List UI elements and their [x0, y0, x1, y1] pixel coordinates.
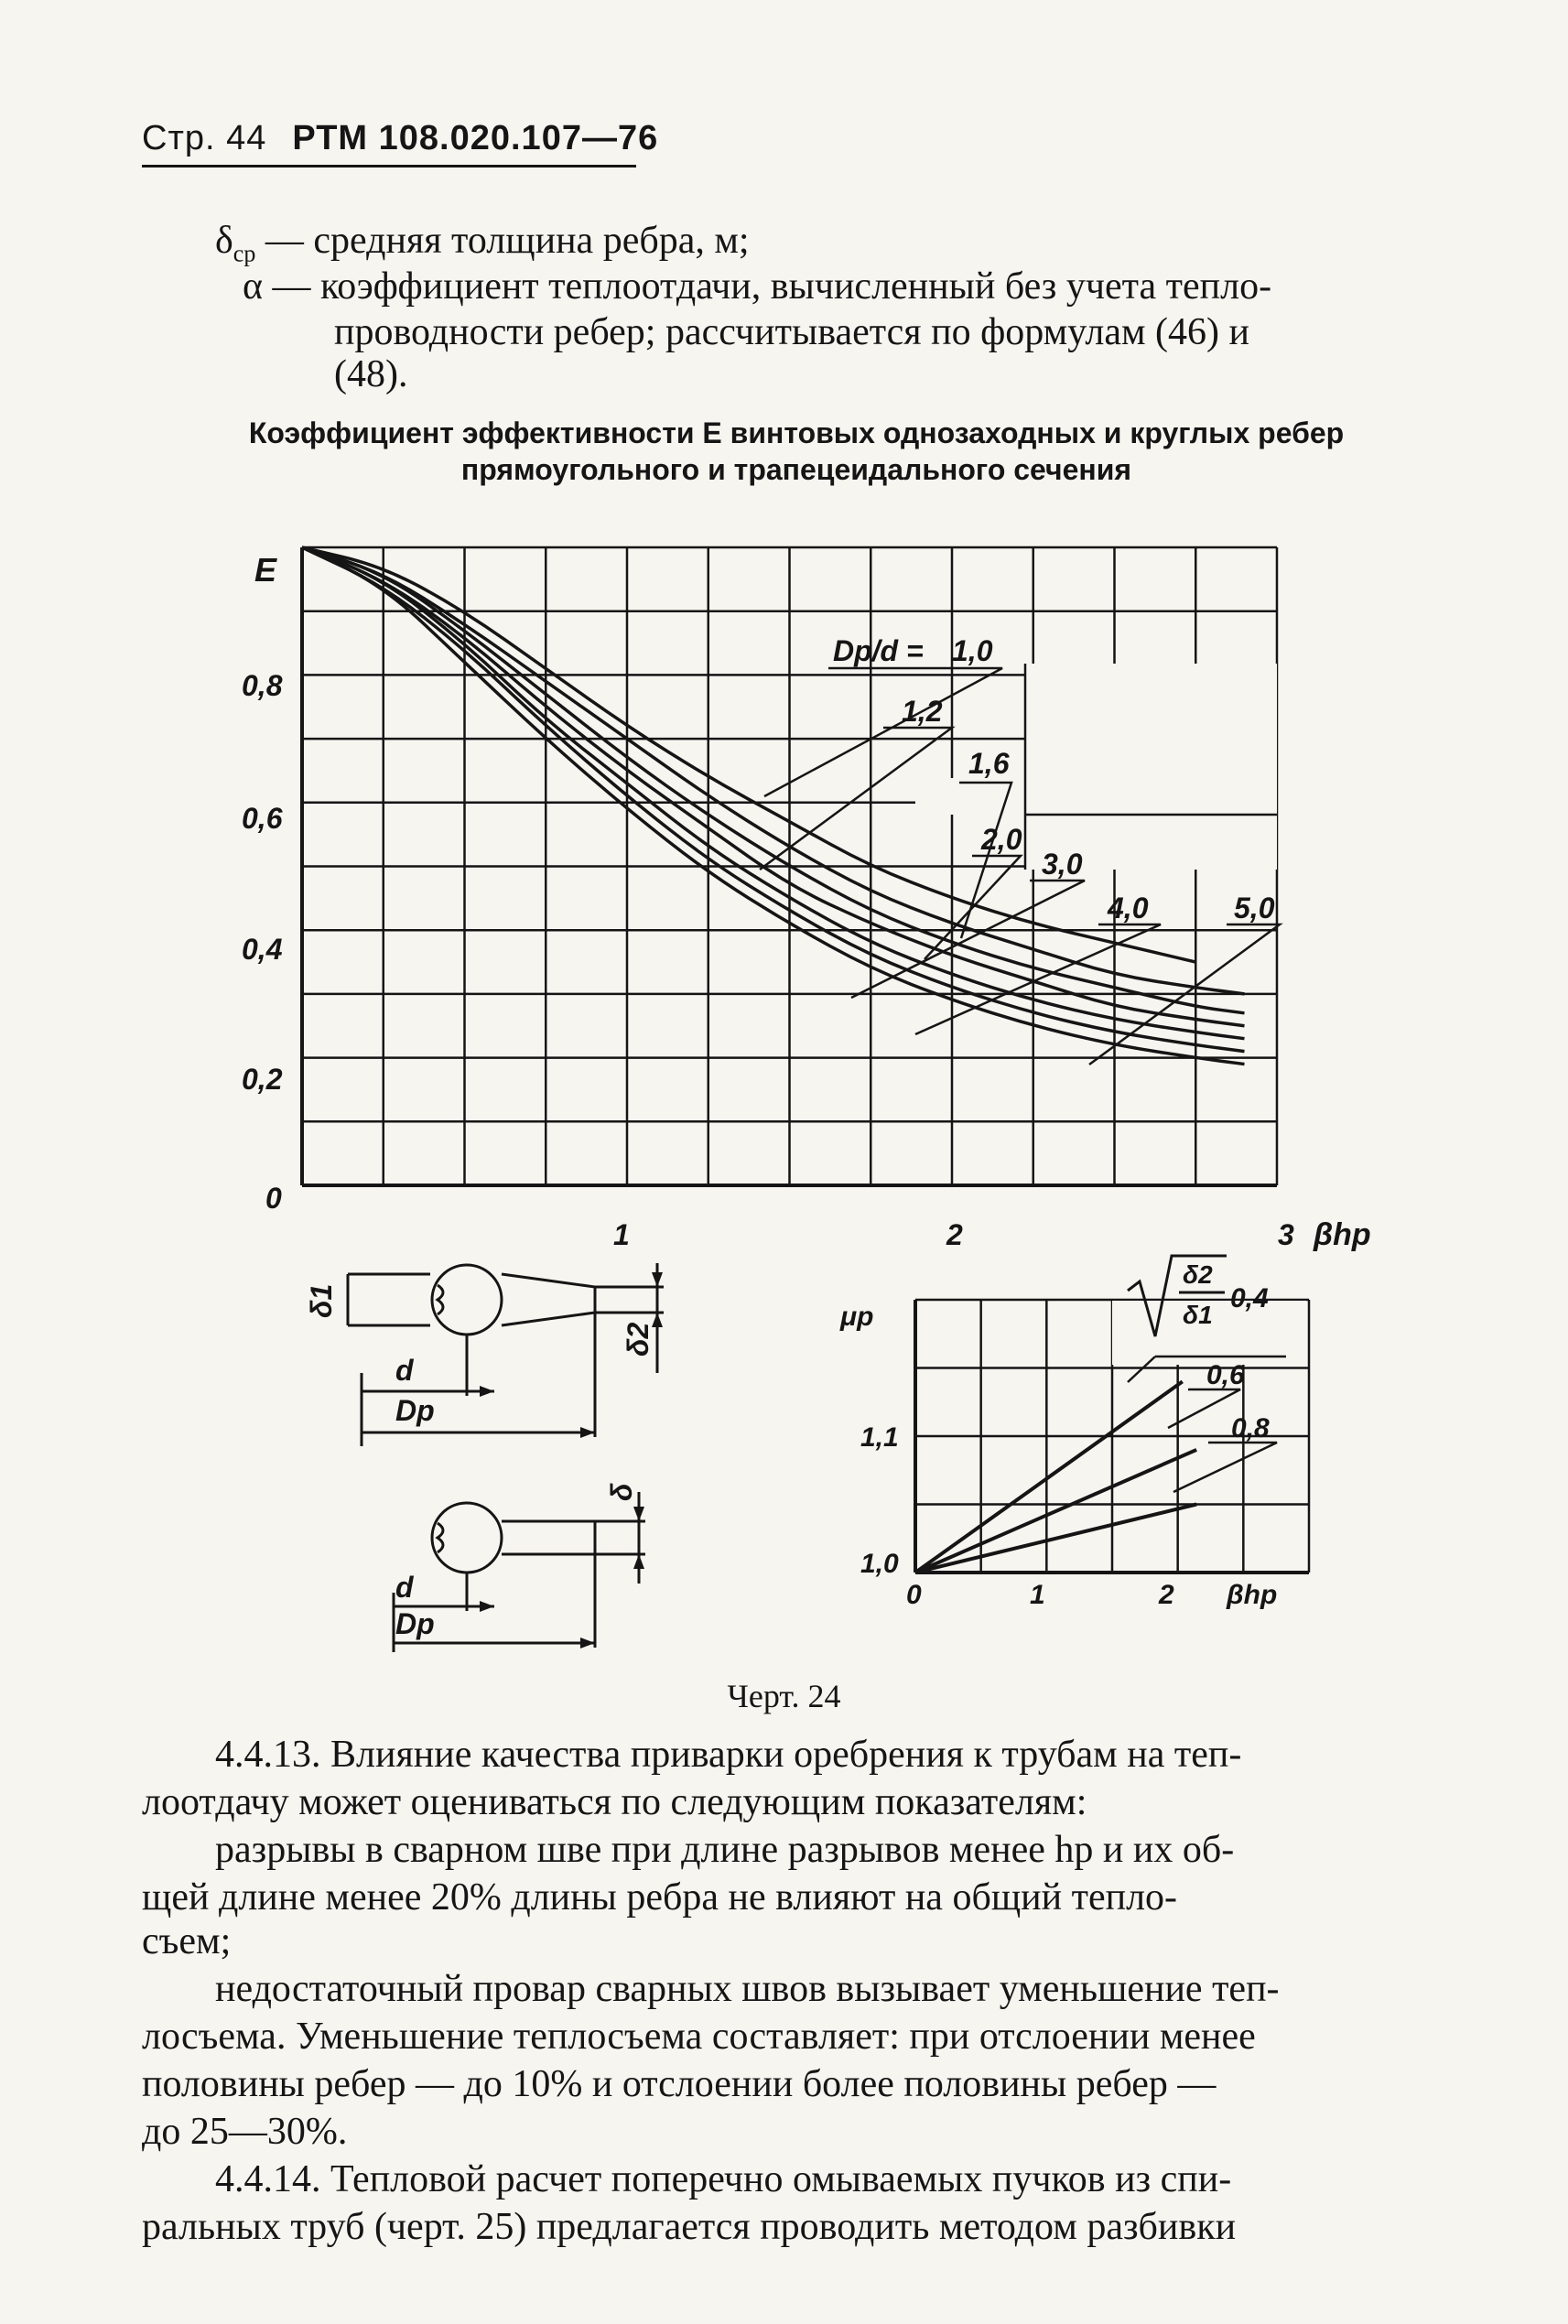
legend-title: Dр/d =: [833, 634, 924, 667]
y-tick-label: 0,8: [242, 669, 283, 702]
tube-circle-rect: [432, 1503, 502, 1573]
arrowhead: [633, 1554, 644, 1569]
definition-continuation: проводности ребер; рассчитывается по формулам (46) и: [334, 311, 1250, 353]
delta2-label: δ2: [622, 1322, 654, 1357]
document-code: РТМ 108.020.107—76: [292, 119, 659, 157]
mu-series-label-0-6: 0,6: [1206, 1360, 1245, 1390]
y-tick-label: 0,4: [242, 933, 283, 966]
definition-text: — средняя толщина ребра, м;: [265, 220, 750, 262]
mu-x-tick-label: 0: [906, 1580, 922, 1610]
mu-y-tick-label: 1,0: [860, 1549, 899, 1579]
arrowhead: [652, 1272, 663, 1287]
definition-continuation: (48).: [334, 353, 408, 395]
tube-break-mark: [438, 1523, 443, 1552]
series-label-1-0: 1,0: [952, 634, 993, 667]
paragraph-line: 4.4.14. Тепловой расчет поперечно омываемых пучков из спи-: [215, 2158, 1232, 2200]
mu-series-label-0-4: 0,4: [1230, 1283, 1269, 1313]
d-label: d: [395, 1571, 414, 1604]
figure-title-line-2: прямоугольного и трапецеидального сечения: [460, 453, 1132, 486]
delta-label: δ: [605, 1483, 638, 1501]
paragraph-line: недостаточный провар сварных швов вызывает уменьшение теп-: [215, 1968, 1280, 2010]
y-axis-label: E: [254, 551, 277, 589]
x-tick-label: 3: [1278, 1218, 1294, 1251]
d-label: d: [395, 1354, 414, 1387]
delta1-label: δ1: [305, 1283, 338, 1318]
mu-series-label-0-8: 0,8: [1231, 1413, 1270, 1443]
x-tick-label: 2: [946, 1218, 963, 1251]
trapezoid-fin: [502, 1274, 595, 1325]
dp-label: Dp: [395, 1394, 435, 1427]
series-label-1-2: 1,2: [902, 695, 943, 728]
series-label-5-0: 5,0: [1234, 892, 1275, 924]
x-tick-label: 1: [613, 1218, 630, 1251]
paragraph-line: щей длине менее 20% длины ребра не влияют на общий тепло-: [142, 1876, 1178, 1919]
arrowhead: [480, 1386, 494, 1397]
paragraph-line: половины ребер — до 10% и отслоении более половины ребер —: [142, 2063, 1217, 2105]
page-number: Стр. 44: [142, 119, 267, 157]
paragraph-line: лоотдачу может оцениваться по следующим показателям:: [142, 1781, 1087, 1823]
definition-text: — коэффициент теплоотдачи, вычисленный без учета тепло-: [272, 265, 1272, 308]
dp-label: Dp: [395, 1607, 435, 1640]
series-label-2-0: 2,0: [981, 823, 1022, 856]
definition-subscript: ср: [232, 240, 256, 267]
paragraph-line: до 25—30%.: [142, 2111, 348, 2153]
y-tick-label: 0,2: [242, 1063, 283, 1096]
delta1-label: δ1: [1183, 1301, 1213, 1329]
arrowhead: [633, 1507, 644, 1521]
tube-break-mark: [438, 1285, 443, 1314]
y-tick-label: 0,6: [242, 802, 283, 835]
mu-x-axis-label: βhр: [1227, 1580, 1278, 1610]
definition-symbol: δ: [215, 220, 233, 262]
figure-caption: Черт. 24: [727, 1678, 841, 1714]
paragraph-line: ральных труб (черт. 25) предлагается проводить методом разбивки: [142, 2206, 1237, 2248]
tube-circle-trapezoid: [432, 1265, 502, 1335]
y-tick-label: 0: [265, 1182, 282, 1215]
rectangular-fin: [502, 1521, 595, 1554]
arrowhead: [480, 1601, 494, 1612]
paragraph-line: 4.4.13. Влияние качества приварки оребрения к трубам на теп-: [215, 1734, 1242, 1776]
mu-x-tick-label: 1: [1030, 1580, 1045, 1610]
paragraph-line: съем;: [142, 1920, 232, 1962]
mu-y-tick-label: 1,1: [860, 1422, 899, 1453]
mu-y-axis-label: μр: [840, 1302, 874, 1332]
definition-symbol: α: [243, 265, 264, 308]
series-label-1-6: 1,6: [968, 747, 1010, 780]
series-label-4-0: 4,0: [1108, 892, 1149, 924]
series-label-3-0: 3,0: [1042, 848, 1083, 881]
paragraph-line: разрывы в сварном шве при длине разрывов менее hр и их об-: [215, 1829, 1235, 1871]
figure-title-line-1: Коэффициент эффективности E винтовых однозаходных и круглых ребер: [248, 416, 1345, 449]
x-axis-label: βhр: [1314, 1217, 1371, 1252]
mu-x-tick-label: 2: [1159, 1580, 1174, 1610]
arrowhead: [580, 1638, 595, 1648]
delta2-label: δ2: [1183, 1260, 1213, 1289]
arrowhead: [580, 1427, 595, 1438]
paragraph-line: лосъема. Уменьшение теплосъема составляет: при отслоении менее: [142, 2016, 1256, 2058]
